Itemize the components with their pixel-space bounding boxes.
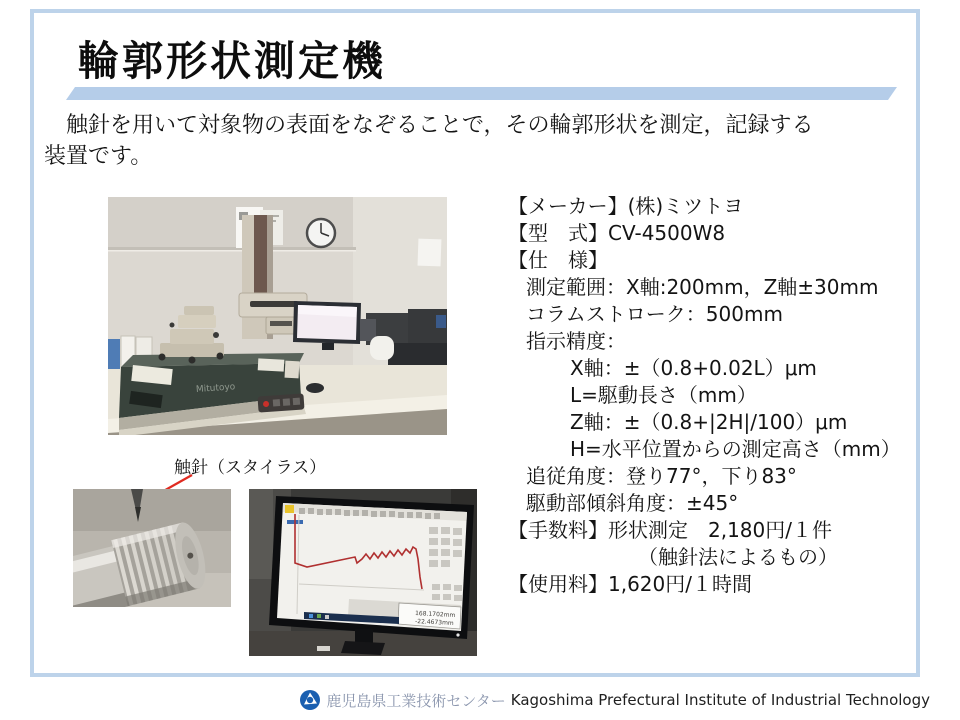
stylus-photo-graphic [73, 489, 231, 607]
spec-fee-note: （触針法によるもの） [638, 545, 838, 569]
spec-stroke: コラムストローク：500mm [526, 302, 783, 326]
footer-institute-ja: 鹿児島県工業技術センター [326, 691, 506, 710]
spec-h-def: H=水平位置からの測定高さ（mm） [570, 437, 901, 461]
spec-model: 【型 式】CV-4500W8 [508, 221, 726, 245]
spec-trace-angle: 追従角度：登り77°，下り83° [526, 464, 797, 488]
machine-photo-graphic [108, 197, 447, 435]
page-title: 輪郭形状測定機 [78, 37, 386, 85]
spec-l-def: L=駆動長さ（mm） [570, 383, 757, 407]
machine-photo [108, 197, 447, 435]
spec-z-axis: Z軸：±（0.8+|2H|/100）μm [570, 410, 848, 434]
description-line-1: 触針を用いて対象物の表面をなぞることで，その輪郭形状を測定，記録する [44, 113, 814, 138]
footer-institute-en: Kagoshima Prefectural Institute of Industrial Technology [510, 691, 930, 709]
readout-box [398, 603, 461, 629]
mouse [306, 383, 324, 393]
wall-clock-icon [307, 219, 335, 247]
spec-heading: 【仕 様】 [508, 248, 608, 272]
software-monitor-graphic [249, 489, 477, 656]
remote-controller [257, 393, 304, 412]
title-accent-bar [66, 87, 897, 100]
spec-maker: 【メーカー】(株)ミツトヨ [508, 194, 744, 218]
software-monitor-photo [249, 489, 477, 656]
spec-tilt-angle: 駆動部傾斜角度：±45° [526, 491, 739, 515]
description-line-2: 装置です。 [44, 144, 153, 169]
spec-fee: 【手数料】形状測定 2,180円/１件 [508, 518, 832, 542]
institute-logo-icon [299, 689, 321, 711]
stylus-caption: 触針（スタイラス） [174, 458, 327, 478]
spec-usage-fee: 【使用料】1,620円/１時間 [508, 572, 752, 596]
spec-range: 測定範囲：X軸:200mm，Z軸±30mm [526, 275, 879, 299]
stylus-photo [73, 489, 231, 607]
description-text [44, 110, 914, 172]
readout-line-2: -22.4673mm [414, 618, 454, 628]
machine-brand-label: Mitutoyo [195, 382, 236, 395]
printer-paper-roll [370, 336, 394, 360]
spec-accuracy: 指示精度： [526, 329, 626, 353]
readout-line-1: 168.1702mm [414, 610, 456, 620]
spec-x-axis: X軸：±（0.8+0.02L）μm [570, 356, 817, 380]
spec-list [508, 193, 928, 598]
footer [299, 687, 930, 713]
